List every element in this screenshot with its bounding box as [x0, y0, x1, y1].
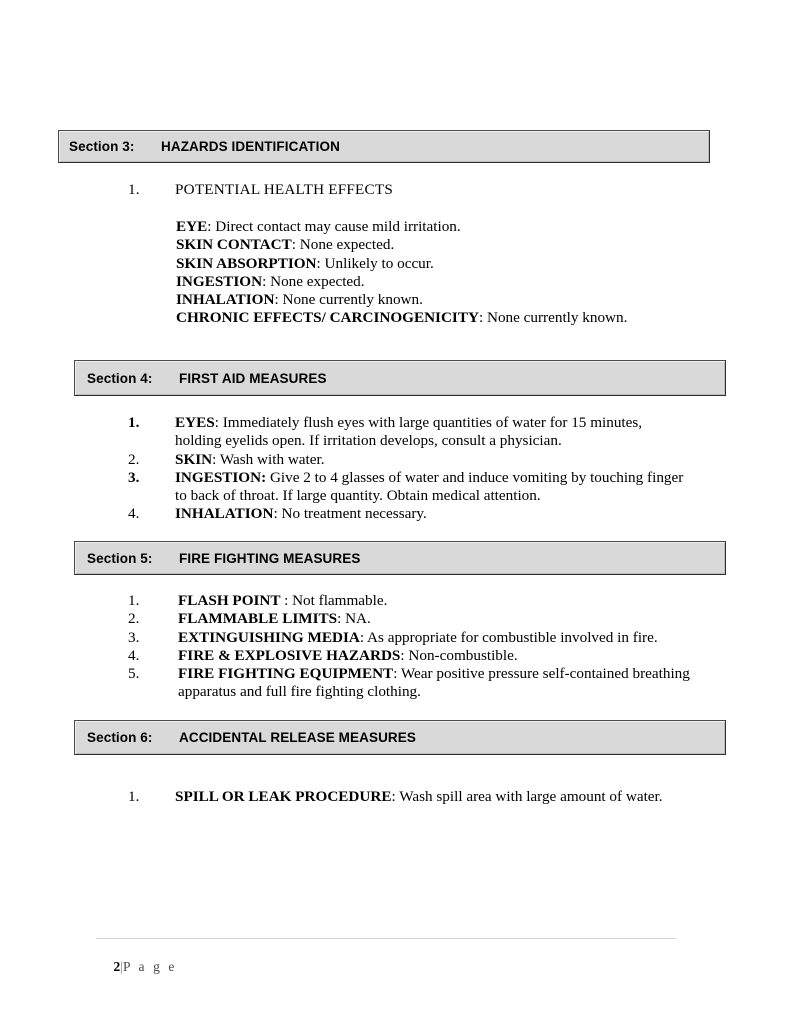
section-number-5: Section 5: [87, 550, 153, 566]
section-number-4: Section 4: [87, 370, 153, 386]
measure-text: : No treatment necessary. [273, 505, 427, 523]
hazard-text: : None expected. [291, 236, 395, 254]
hazard-label: SKIN ABSORPTION [176, 254, 317, 272]
measure-label: FIRE FIGHTING EQUIPMENT [178, 665, 394, 683]
section-header-bar-5 [74, 541, 726, 575]
measure-label: FLASH POINT [178, 592, 285, 609]
list-item [128, 629, 708, 647]
footer-page-word: P a g e [122, 959, 178, 974]
measure-label: EXTINGUISHING MEDIA [178, 628, 360, 646]
list-item-body [175, 788, 688, 806]
list-item [176, 273, 696, 291]
measure-text: : Immediately flush eyes with large quantities of water for 15 minutes, holding eyelids open. If irritation develops, consult a physician. [175, 414, 643, 450]
list-number: 2. [128, 610, 140, 628]
section-6-measure-list [128, 788, 688, 806]
list-item-body [178, 647, 708, 665]
list-item [128, 414, 688, 451]
list-item-body [178, 665, 708, 702]
measure-text: : Non-combustible. [400, 646, 518, 664]
section-header-bar-6 [74, 720, 726, 755]
list-number: 3. [128, 628, 140, 646]
section-3-hazard-list [176, 218, 696, 328]
list-item [128, 665, 708, 702]
list-item [176, 236, 696, 254]
footer-divider [96, 938, 676, 939]
list-item [128, 451, 688, 469]
list-number: 5. [128, 665, 140, 683]
measure-text: : As appropriate for combustible involved in fire. [359, 628, 658, 646]
measure-label: FIRE & EXPLOSIVE HAZARDS [178, 646, 401, 664]
measure-text: Give 2 to 4 glasses of water and induce vomiting by touching finger to back of throat. If large quantity. Obtain medical attention. [175, 468, 684, 505]
section-header-bar-3 [58, 130, 710, 163]
hazard-text: : None currently known. [478, 309, 628, 327]
list-number: 4. [128, 646, 140, 664]
list-item-body [175, 414, 688, 451]
list-number: 1. [128, 788, 140, 805]
list-item [128, 505, 688, 523]
subheading-text: POTENTIAL HEALTH EFFECTS [175, 181, 393, 198]
section-title-3: HAZARDS IDENTIFICATION [161, 139, 340, 154]
section-3-subheading [128, 181, 393, 199]
list-number: 3. [128, 468, 140, 486]
hazard-label: SKIN CONTACT [176, 236, 292, 254]
section-header-bar-4 [74, 360, 726, 396]
measure-text: : Wash with water. [212, 450, 325, 468]
footer-separator: | [120, 959, 123, 974]
hazard-text: : None expected. [262, 272, 365, 290]
list-number: 1. [128, 592, 140, 609]
measure-text: : NA. [337, 610, 371, 628]
list-item [128, 592, 708, 610]
hazard-label: INHALATION [176, 291, 275, 309]
section-title-6: ACCIDENTAL RELEASE MEASURES [179, 730, 416, 745]
hazard-text: : Direct contact may cause mild irritation. [207, 218, 461, 235]
section-5-measure-list [128, 592, 708, 702]
hazard-text: : None currently known. [274, 291, 423, 309]
hazard-text: : Unlikely to occur. [316, 254, 434, 272]
section-number-6: Section 6: [87, 730, 153, 745]
list-item-body [178, 610, 708, 628]
page-footer [100, 943, 177, 991]
page-number: 2 [113, 959, 121, 974]
measure-label: SKIN [175, 450, 213, 468]
measure-label: SPILL OR LEAK PROCEDURE [175, 788, 392, 805]
list-item [128, 788, 688, 806]
hazard-label: CHRONIC EFFECTS/ CARCINOGENICITY [176, 309, 479, 327]
list-number: 2. [128, 450, 140, 468]
measure-text: : Wash spill area with large amount of water. [391, 788, 663, 805]
list-item-body [178, 629, 708, 647]
list-number: 4. [128, 505, 140, 523]
list-item [128, 469, 688, 506]
measure-label: FLAMMABLE LIMITS [178, 610, 338, 628]
list-item [176, 309, 696, 327]
measure-text: : Not flammable. [284, 592, 388, 609]
measure-label: EYES [175, 414, 215, 431]
section-title-4: FIRST AID MEASURES [179, 370, 327, 386]
section-number-3: Section 3: [69, 139, 135, 154]
list-item-body [175, 451, 688, 469]
list-item [128, 610, 708, 628]
list-item [176, 255, 696, 273]
section-4-measure-list [128, 414, 688, 524]
measure-label: INHALATION [175, 505, 274, 523]
list-item [128, 647, 708, 665]
list-number: 1. [128, 414, 140, 431]
section-title-5: FIRE FIGHTING MEASURES [179, 550, 361, 566]
measure-text: : Wear positive pressure self-contained breathing apparatus and full fire fighting clothing. [178, 665, 690, 701]
list-item [176, 218, 696, 236]
list-item-body [178, 592, 708, 610]
list-number: 1. [128, 181, 140, 198]
hazard-label: EYE [176, 218, 208, 235]
list-item-body [175, 505, 688, 523]
list-item [176, 291, 696, 309]
list-item-body [175, 469, 688, 506]
measure-label: INGESTION: [175, 468, 267, 486]
hazard-label: INGESTION [176, 272, 263, 290]
